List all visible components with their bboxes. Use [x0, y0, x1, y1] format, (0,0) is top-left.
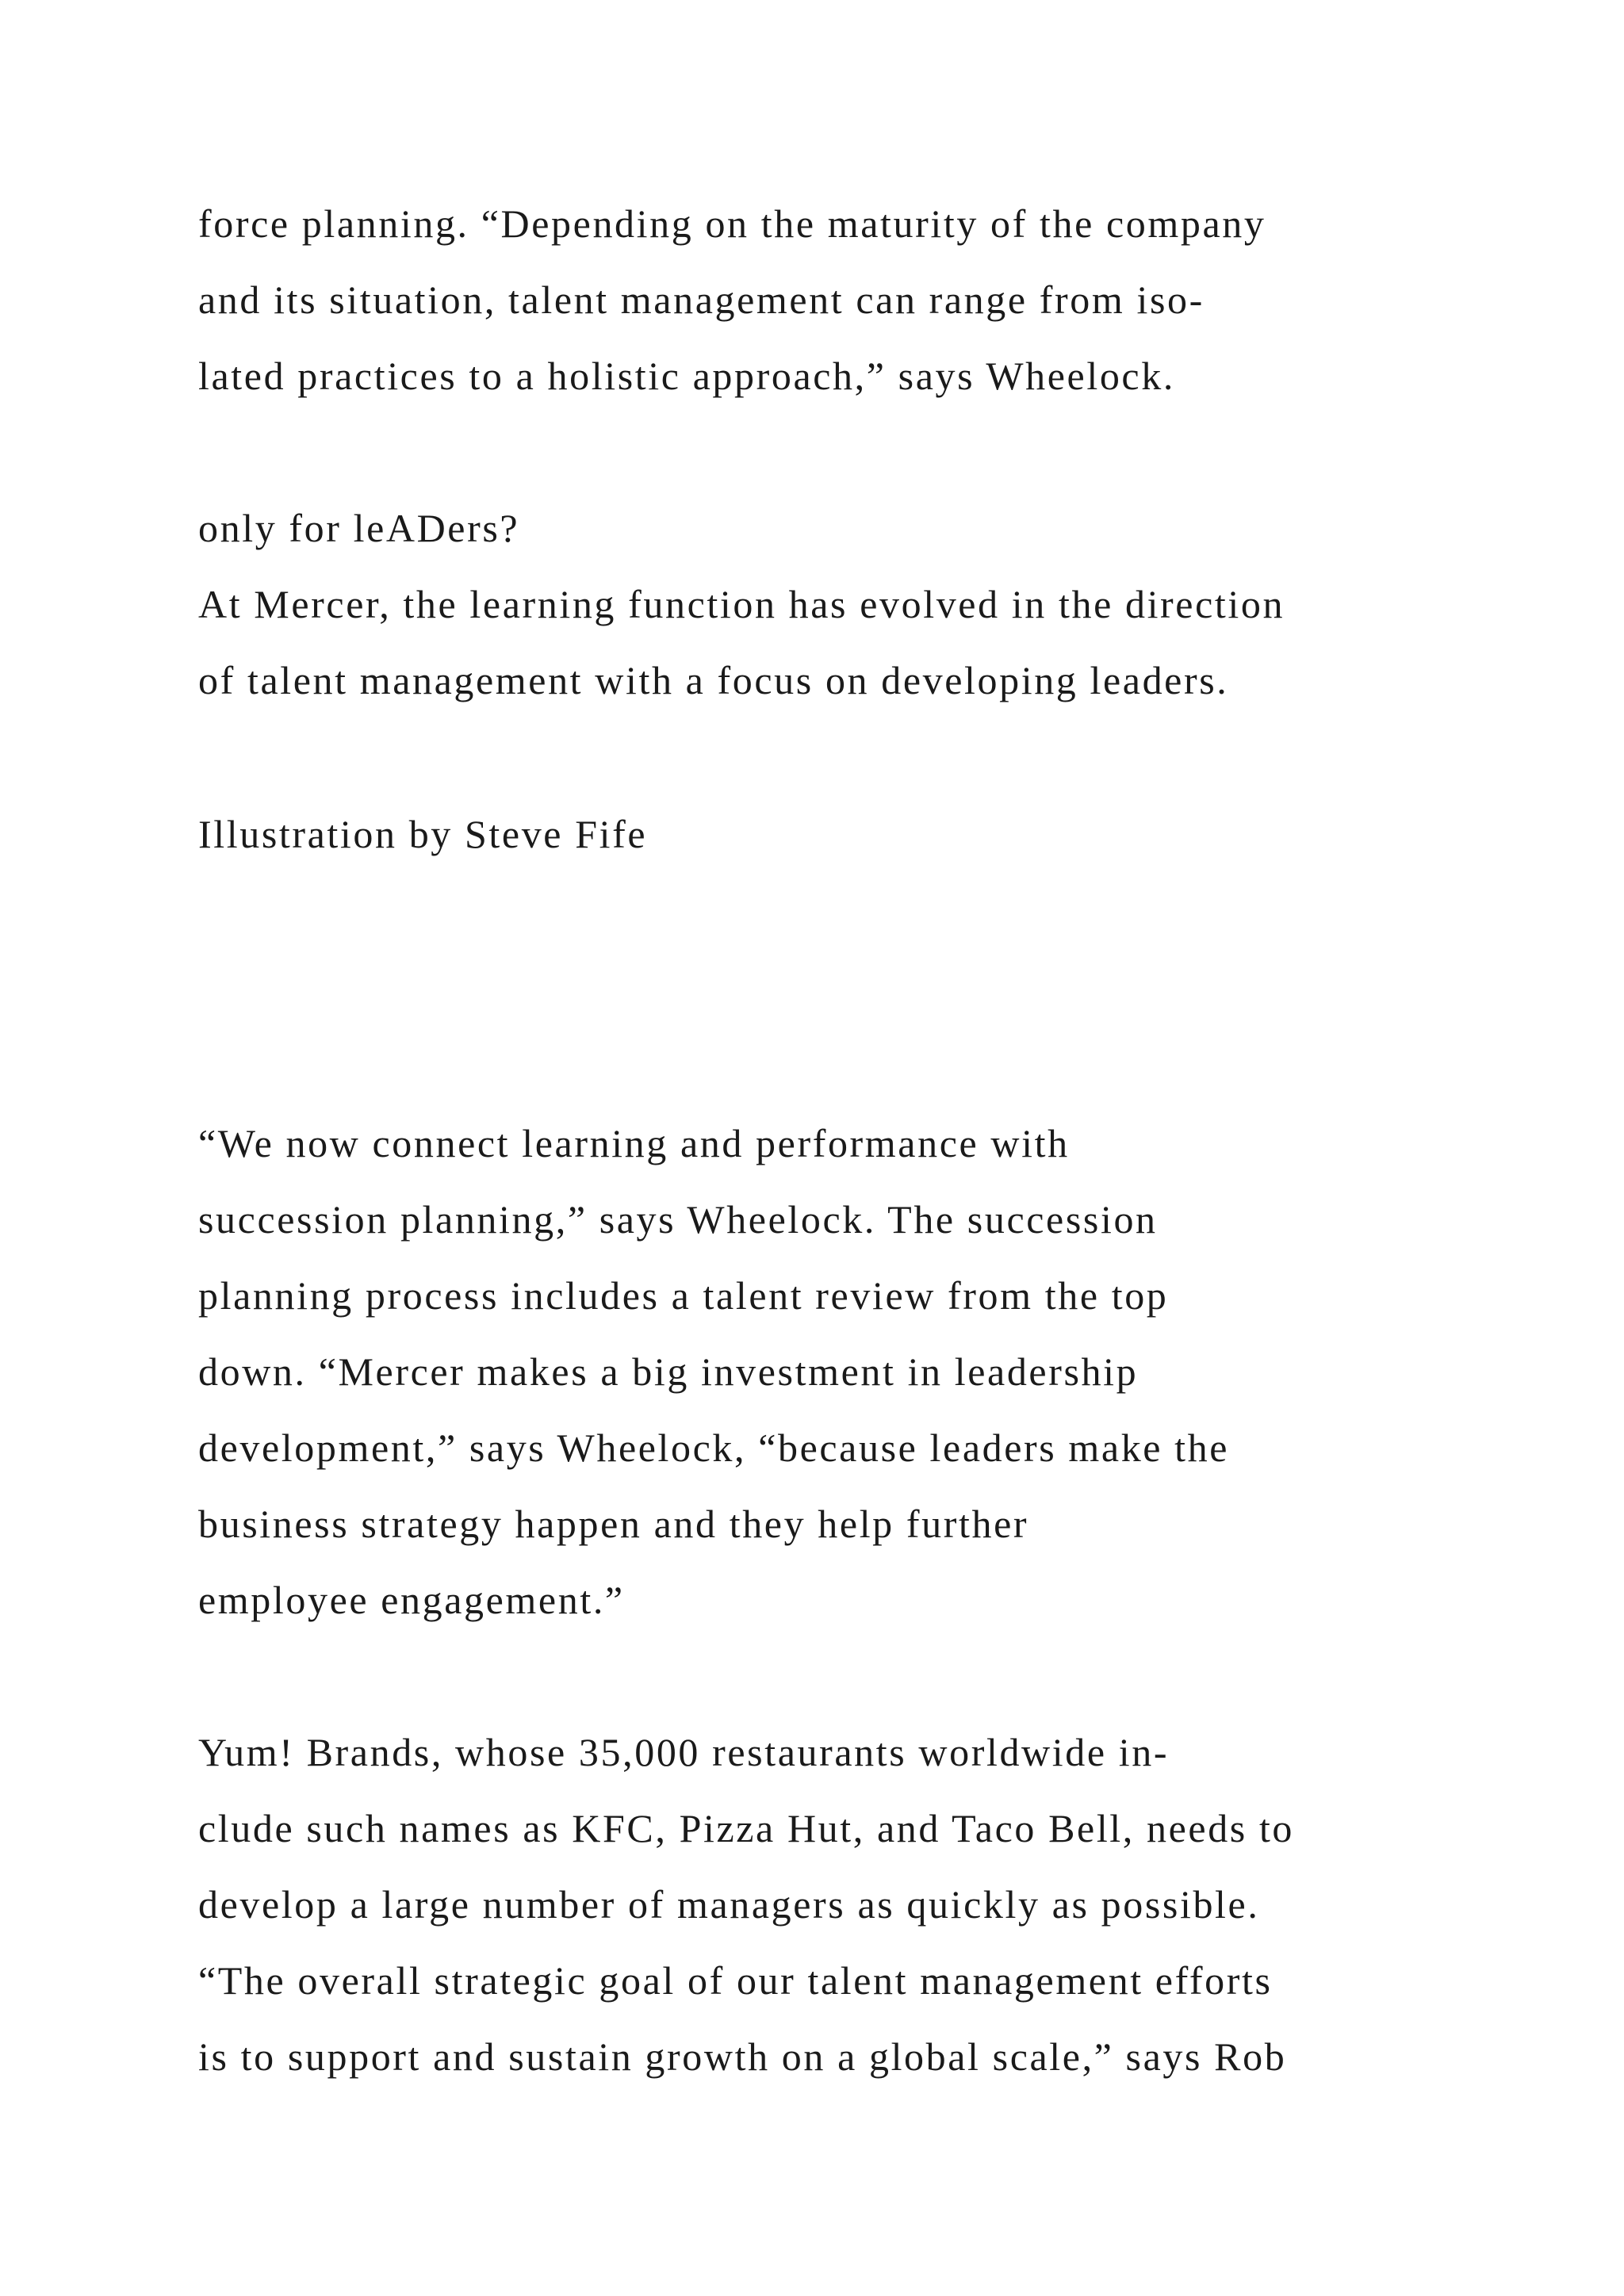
section-heading: only for leADers?	[198, 506, 520, 550]
paragraph-line: force planning. “Depending on the maturity of the company	[198, 201, 1266, 246]
paragraph-line: succession planning,” says Wheelock. The succession	[198, 1197, 1158, 1242]
paragraph-line: “We now connect learning and performance with	[198, 1121, 1070, 1165]
paragraph-line: clude such names as KFC, Pizza Hut, and Taco Bell, needs to	[198, 1806, 1295, 1850]
paragraph-line: “The overall strategic goal of our talent management efforts	[198, 1958, 1273, 2003]
illustration-credit: Illustration by Steve Fife	[198, 812, 648, 856]
paragraph-line: lated practices to a holistic approach,” says Wheelock.	[198, 354, 1175, 398]
paragraph-line: of talent management with a focus on developing leaders.	[198, 658, 1229, 702]
paragraph-line: planning process includes a talent review from the top	[198, 1273, 1169, 1318]
paragraph-line: develop a large number of managers as quickly as possible.	[198, 1882, 1260, 1927]
paragraph-line: development,” says Wheelock, “because leaders make the	[198, 1425, 1230, 1470]
paragraph-line: and its situation, talent management can range from iso-	[198, 277, 1205, 322]
paragraph-line: Yum! Brands, whose 35,000 restaurants worldwide in-	[198, 1730, 1170, 1774]
paragraph-line: is to support and sustain growth on a global scale,” says Rob	[198, 2034, 1287, 2079]
paragraph-line: down. “Mercer makes a big investment in leadership	[198, 1349, 1139, 1394]
paragraph-line: employee engagement.”	[198, 1578, 625, 1622]
paragraph-line: At Mercer, the learning function has evolved in the direction	[198, 582, 1285, 626]
paragraph-line: business strategy happen and they help further	[198, 1502, 1029, 1546]
